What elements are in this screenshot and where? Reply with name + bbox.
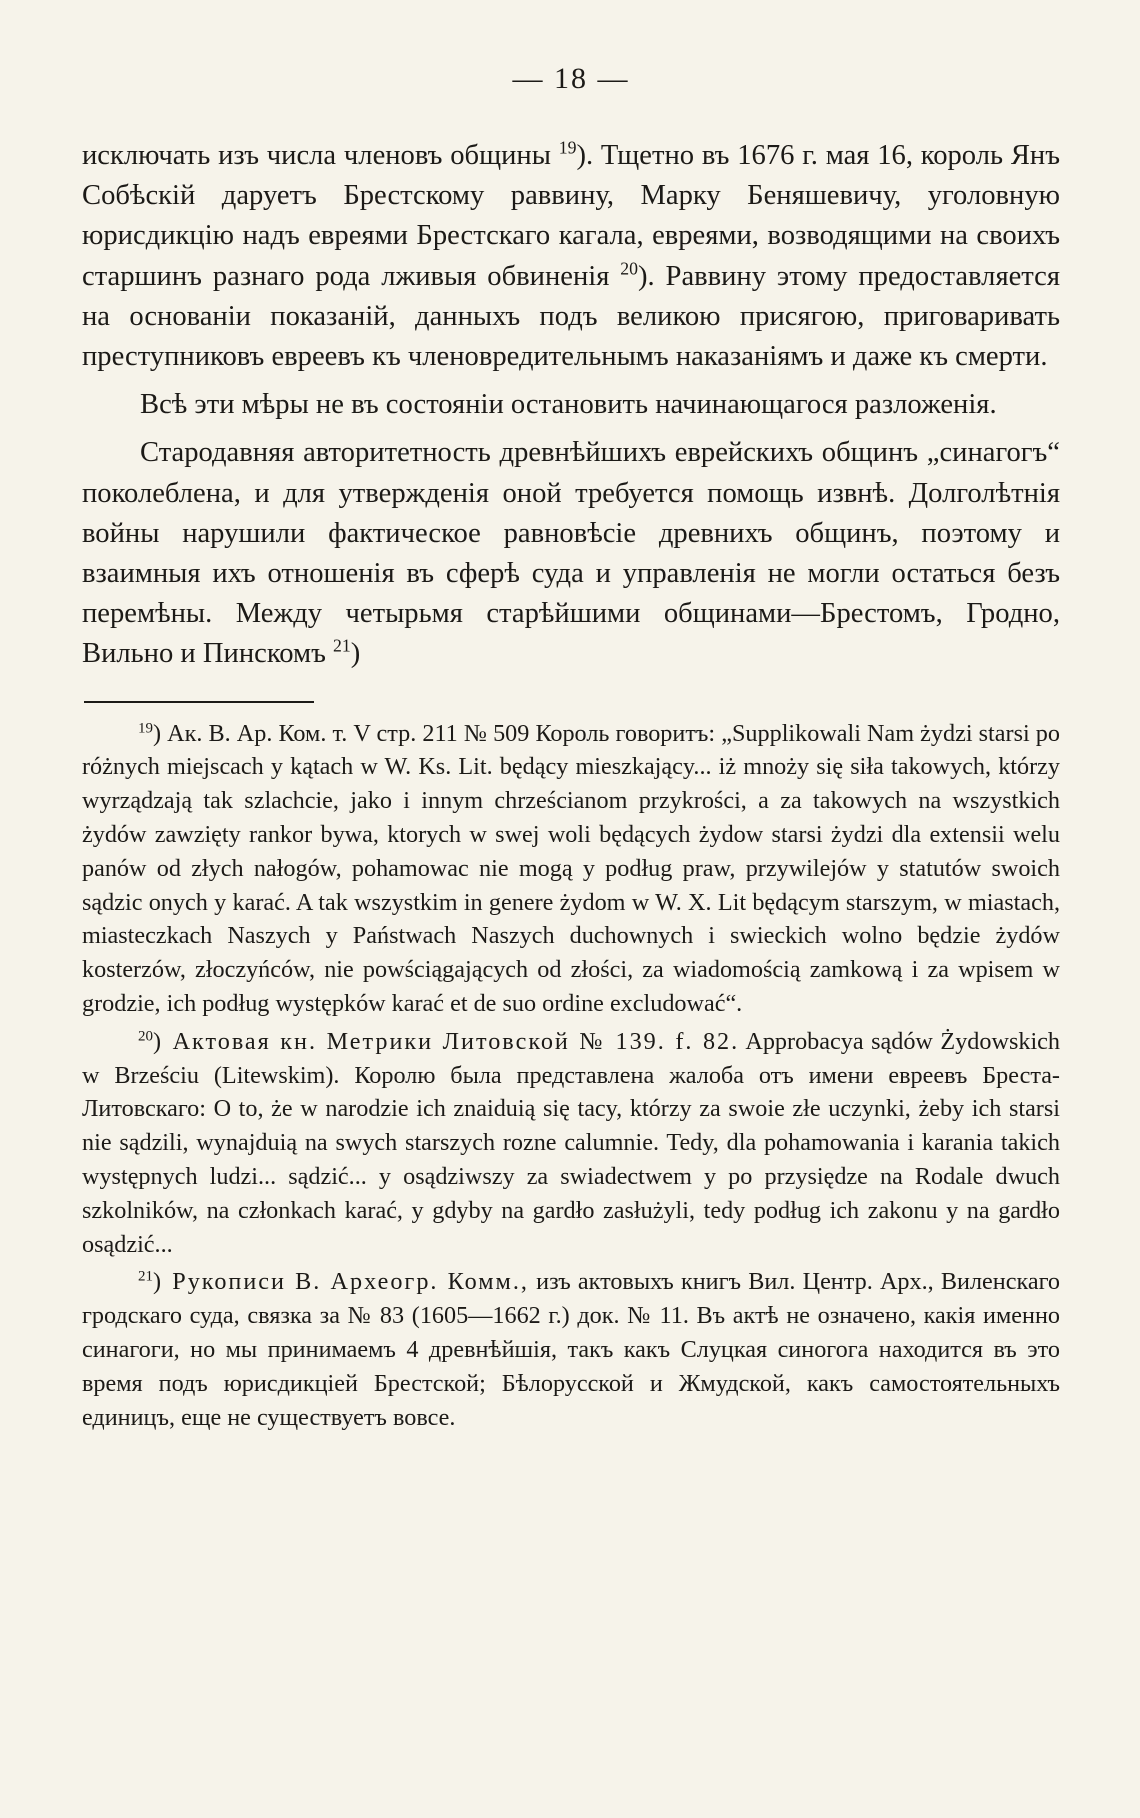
paragraph-1: [82, 136, 1060, 377]
footnote-19: [82, 717, 1060, 1021]
footnote-19-text: ) Ак. В. Ар. Ком. т. V стр. 211 № 509 Король говоритъ: „Supplikowali Nam żydzi starsi po różnych miejscach y kątach w W. Ks. Lit. będący mieszkający... iż mnoży się siła takowych, którzy wyrządzają tak szlachcie, jako i innym chrześcianom przykrości, a za takowych na wszystkich żydów zawzięty rankor bywa, ktorych w swej woli będących żydow starsi żydzi dla extensii welu panów od złych nałogów, pohamowac nie mogą y podług praw, przywilejów y statutów swoich sądzic onych y karać. A tak wszystkim in genere żydom w W. X. Lit będącym starszym, w miastach, miasteczkach Naszych y Państwach Naszych duchownych i swieckich wolno będzie żydów kosterzów, złoczyńców, nie powściągających od złości, za wiadomością zamkową i za wpisem w grodzie, ich podług występków karać et de suo ordine excludować“.: [82, 719, 1060, 1018]
page-number: — 18 —: [512, 62, 630, 95]
paragraph-1-text-b: ). Тщетно въ 1676 г. мая 16, король Янъ Собѣскій даруетъ Брестскому раввину, Марку Беняшевичу, уголовную юрисдикцію надъ евреями Брестскаго кагала, евреями, возводящими на своихъ старшинъ разнаго рода лживыя обвиненія: [82, 140, 1060, 292]
footnotes: [82, 717, 1060, 1435]
footnote-ref-19[interactable]: 19: [558, 137, 577, 158]
footnote-21-source: ) Рукописи В. Археогр. Комм.,: [153, 1268, 529, 1296]
paragraph-1-text-c: ). Раввину этому предоставляется на основаніи показаній, данныхъ подъ великою присягою, приговаривать преступниковъ евреевъ къ членовредительнымъ наказаніямъ и даже къ смерти.: [82, 260, 1060, 373]
footnote-21-number: 21: [138, 1268, 153, 1285]
footnote-19-number: 19: [138, 719, 153, 736]
footnote-20-source: ) Актовая кн. Метрики Литовской № 139. f. 82.: [153, 1027, 740, 1055]
footnote-21-text: изъ актовыхъ книгъ Вил. Центр. Арх., Виленскаго гродскаго суда, связка за № 83 (1605—1662 г.) док. № 11. Въ актѣ не означено, какія именно синагоги, но мы принимаемъ 4 древнѣйшія, такъ какъ Слуцкая синогога находится въ это время подъ юрисдикціей Брестской; Бѣлорусской и Жмудской, какъ самостоятельныхъ единицъ, еще не существуетъ вовсе.: [82, 1268, 1060, 1431]
paragraph-2: Всѣ эти мѣры не въ состояніи остановить начинающагося разложенія.: [140, 389, 997, 421]
footnote-divider: [84, 701, 314, 703]
paragraph-3: [82, 433, 1060, 674]
paragraph-3-text-a: Стародавняя авторитетность древнѣйшихъ еврейскихъ общинъ „синагогъ“ поколеблена, и для утвержденія оной требуется помощь извнѣ. Долголѣтнія войны нарушили фактическое равновѣсіе древнихъ общинъ, поэтому и взаимныя ихъ отношенія въ сферѣ суда и управленія не могли остаться безъ перемѣны. Между четырьмя старѣйшими общинами—Брестомъ, Гродно, Вильно и Пинскомъ: [82, 437, 1060, 670]
main-text: [82, 136, 1060, 675]
paragraph-3-text-b: ): [350, 638, 361, 670]
footnote-20-number: 20: [138, 1028, 153, 1045]
footnote-20-text: Approbacya sądów Żydowskich w Brześciu (Litewskim). Королю была представлена жалоба отъ имени евреевъ Бреста-Литовскаго: O to, że w narodzie ich znaiduią się tacy, którzy za swoie złe uczynki, żeby ich starsi nie sądzili, wynajduią na swych starszych rozne calumnie. Tedy, dla pohamowania i karania takich występnych ludzi... sądzić... y osądziwszy za swiadectwem y po przysiędze na Rodale dwuch szkolników, na członkach karać, y gdyby na gardło zasłużyli, tedy podług ich zakonu y na gardło osądzić...: [82, 1027, 1060, 1258]
footnote-20: [82, 1025, 1060, 1262]
paragraph-1-text-a: исключать изъ числа членовъ общины: [82, 140, 559, 171]
footnote-21: [82, 1265, 1060, 1434]
footnote-ref-20[interactable]: 20: [620, 258, 638, 279]
footnote-ref-21[interactable]: 21: [333, 636, 351, 657]
